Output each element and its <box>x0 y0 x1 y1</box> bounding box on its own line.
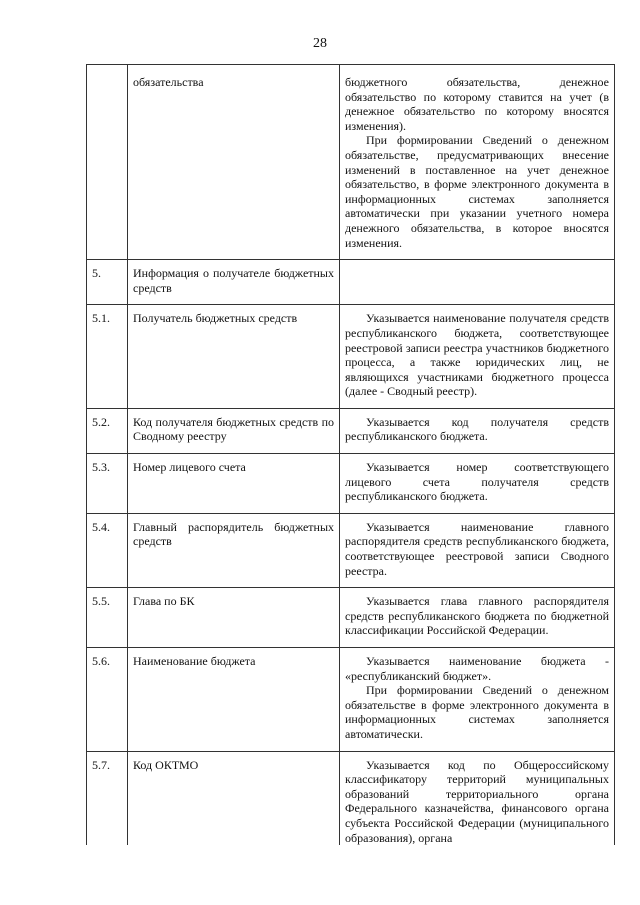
description-paragraph: Указывается глава главного распорядителя средств республиканского бюджета по бюджетной классификации Российской Федерации. <box>345 594 609 638</box>
field-name: Код ОКТМО <box>128 751 340 845</box>
row-number: 5.3. <box>87 454 128 514</box>
field-description <box>340 751 615 845</box>
row-number: 5.5. <box>87 588 128 648</box>
fields-table <box>86 64 615 845</box>
table-row <box>87 648 615 752</box>
field-name: Номер лицевого счета <box>128 454 340 514</box>
row-number: 5.1. <box>87 305 128 409</box>
field-name: Наименование бюджета <box>128 648 340 752</box>
field-name: Код получателя бюджетных средств по Сводному реестру <box>128 408 340 453</box>
field-name: обязательства <box>128 65 340 260</box>
field-name: Получатель бюджетных средств <box>128 305 340 409</box>
field-name: Глава по БК <box>128 588 340 648</box>
page-number: 28 <box>313 36 327 51</box>
row-number: 5. <box>87 260 128 305</box>
field-description <box>340 513 615 587</box>
description-paragraph: Указывается наименование получателя средств республиканского бюджета, соответствующее реестровой записи реестра участников бюджетного процесса, а также юридических лиц, не являющихся участниками бюджетного процесса (далее - Сводный реестр). <box>345 311 609 399</box>
field-description <box>340 260 615 305</box>
description-paragraph: Указывается наименование главного распорядителя средств республиканского бюджета, соответствующее реестровой записи Сводного реестра. <box>345 519 609 578</box>
field-description <box>340 65 615 260</box>
table-row <box>87 408 615 453</box>
description-paragraph: Указывается код получателя средств республиканского бюджета. <box>345 414 609 444</box>
table-row <box>87 260 615 305</box>
table-row <box>87 454 615 514</box>
row-number: 5.2. <box>87 408 128 453</box>
field-description <box>340 648 615 752</box>
field-description <box>340 588 615 648</box>
description-paragraph: Указывается код по Общероссийскому классификатору территорий муниципальных образований территориального органа Федерального казначейства, финансового органа субъекта Российской Федерации (муниципального образования), органа <box>345 757 609 845</box>
field-description <box>340 454 615 514</box>
field-description <box>340 305 615 409</box>
table-row <box>87 65 615 260</box>
description-paragraph: При формировании Сведений о денежном обязательстве, предусматривающих внесение изменений в поставленное на учет денежное обязательство, в форме электронного документа в информационных системах заполняется автоматически при указании учетного номера денежного обязательства, в которое вносятся изменения. <box>345 133 609 250</box>
row-number: 5.4. <box>87 513 128 587</box>
row-number: 5.6. <box>87 648 128 752</box>
row-number: 5.7. <box>87 751 128 845</box>
field-name: Главный распорядитель бюджетных средств <box>128 513 340 587</box>
description-paragraph: бюджетного обязательства, денежное обязательство по которому ставится на учет (в денежное обязательство по которому вносятся изменения). <box>345 75 609 133</box>
row-number <box>87 65 128 260</box>
table-row <box>87 588 615 648</box>
table-row <box>87 513 615 587</box>
field-description <box>340 408 615 453</box>
description-paragraph: Указывается номер соответствующего лицевого счета получателя средств республиканского бюджета. <box>345 460 609 504</box>
table-row <box>87 305 615 409</box>
description-paragraph: При формировании Сведений о денежном обязательстве в форме электронного документа в информационных системах заполняется автоматически. <box>345 683 609 741</box>
description-paragraph: Указывается наименование бюджета - «республиканский бюджет». <box>345 654 609 683</box>
table-row <box>87 751 615 845</box>
field-name: Информация о получателе бюджетных средств <box>128 260 340 305</box>
